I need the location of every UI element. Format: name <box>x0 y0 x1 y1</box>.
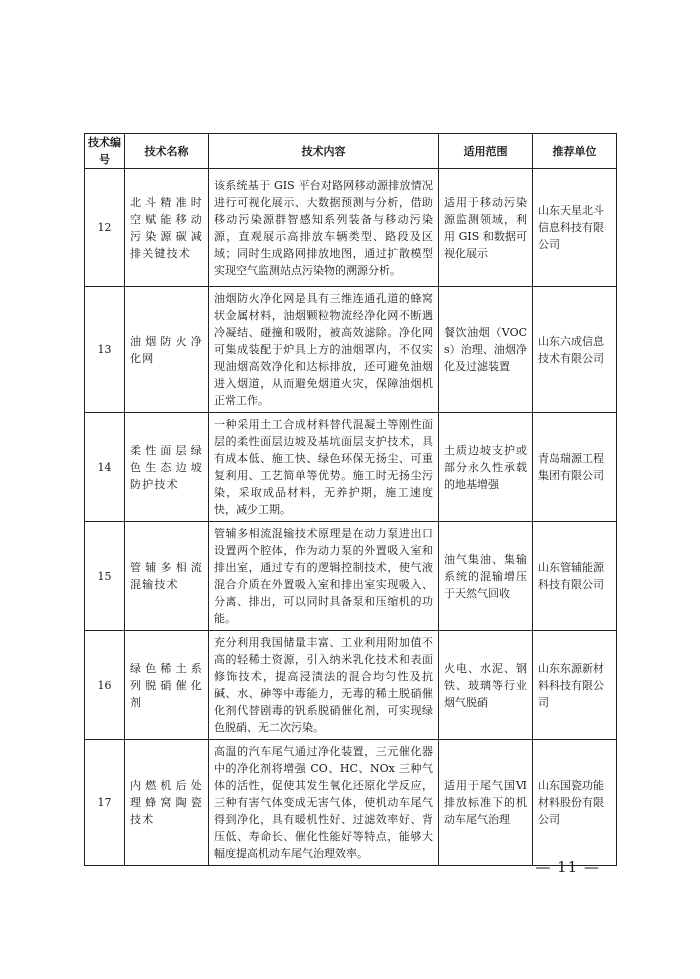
row-unit: 青岛瑞源工程集团有限公司 <box>533 413 617 522</box>
table-row <box>85 413 617 522</box>
row-scope: 火电、水泥、钢铁、玻璃等行业烟气脱硝 <box>439 631 533 740</box>
table-row <box>85 169 617 287</box>
table-row <box>85 522 617 631</box>
row-scope: 油气集油、集输系统的混输增压于天然气回收 <box>439 522 533 631</box>
table-row <box>85 631 617 740</box>
row-number: 13 <box>85 287 125 413</box>
header-unit: 推荐单位 <box>533 134 617 169</box>
row-scope: 适用于移动污染源监测领域，利用 GIS 和数据可视化展示 <box>439 169 533 287</box>
header-content: 技术内容 <box>209 134 439 169</box>
row-number: 14 <box>85 413 125 522</box>
row-content: 充分利用我国储量丰富、工业利用附加值不高的轻稀土资源，引入纳米乳化技术和表面修饰技术，提高浸渍法的混合均匀性及抗碱、水、砷等中毒能力，无毒的稀土脱硝催化剂代替剧毒的钒系脱硝催化剂，可实现绿色脱硝、无二次污染。 <box>209 631 439 740</box>
table-row <box>85 287 617 413</box>
row-name: 柔性面层绿色生态边坡防护技术 <box>125 413 209 522</box>
row-scope: 适用于尾气国Ⅵ排放标准下的机动车尾气治理 <box>439 740 533 866</box>
row-name: 管辅多相流混输技术 <box>125 522 209 631</box>
row-content: 油烟防火净化网是具有三维连通孔道的蜂窝状金属材料，油烟颗粒物流经净化网不断遇冷凝结、碰撞和吸附，被高效滤除。净化网可集成装配于炉具上方的油烟罩内，不仅实现油烟高效净化和达标排放，还可避免油烟进入烟道，从而避免烟道火灾，保障油烟机正常工作。 <box>209 287 439 413</box>
row-number: 12 <box>85 169 125 287</box>
table-row <box>85 740 617 866</box>
row-scope: 土质边坡支护或部分永久性承载的地基增强 <box>439 413 533 522</box>
row-number: 15 <box>85 522 125 631</box>
technology-table <box>84 133 617 866</box>
row-unit: 山东国瓷功能材料股份有限公司 <box>533 740 617 866</box>
row-unit: 山东天星北斗信息科技有限公司 <box>533 169 617 287</box>
row-content: 高温的汽车尾气通过净化装置，三元催化器中的净化剂将增强 CO、HC、NOx 三种气体的活性，促使其发生氧化还原化学反应，三种有害气体变成无害气体，使机动车尾气得到净化，具有暖机性好、过滤效率好、背压低、寿命长、催化性能好等特点，能够大幅度提高机动车尾气治理效率。 <box>209 740 439 866</box>
row-scope: 餐饮油烟（VOCs）治理、油烟净化及过滤装置 <box>439 287 533 413</box>
header-number: 技术编号 <box>85 134 125 169</box>
row-name: 内燃机后处理蜂窝陶瓷技术 <box>125 740 209 866</box>
row-content: 该系统基于 GIS 平台对路网移动源排放情况进行可视化展示、大数据预测与分析，借助移动污染源群智感知系列装备与移动污染源，直观展示高排放车辆类型、路段及区域；同时生成路网排放地图，通过扩散模型实现空气监测站点污染物的溯源分析。 <box>209 169 439 287</box>
row-name: 绿色稀土系列脱硝催化剂 <box>125 631 209 740</box>
row-name: 油烟防火净化网 <box>125 287 209 413</box>
row-unit: 山东管辅能源科技有限公司 <box>533 522 617 631</box>
table-header-row <box>85 134 617 169</box>
row-content: 一种采用土工合成材料替代混凝土等刚性面层的柔性面层边坡及基坑面层支护技术，具有成本低、施工快、绿色环保无扬尘、可重复利用、工艺简单等优势。施工时无扬尘污染，采取成品材料，无养护期，施工速度快，减少工期。 <box>209 413 439 522</box>
row-content: 管辅多相流混输技术原理是在动力泵进出口设置两个腔体，作为动力泵的外置吸入室和排出室，通过专有的逻辑控制技术，使气液混合介质在外置吸入室和排出室实现吸入、分离、排出，可以同时具备泵和压缩机的功能。 <box>209 522 439 631</box>
row-number: 17 <box>85 740 125 866</box>
header-name: 技术名称 <box>125 134 209 169</box>
page-number: — 11 — <box>535 858 600 876</box>
header-scope: 适用范围 <box>439 134 533 169</box>
row-unit: 山东六成信息技术有限公司 <box>533 287 617 413</box>
row-unit: 山东东源新材料科技有限公司 <box>533 631 617 740</box>
row-name: 北斗精准时空赋能移动污染源碳减排关键技术 <box>125 169 209 287</box>
row-number: 16 <box>85 631 125 740</box>
